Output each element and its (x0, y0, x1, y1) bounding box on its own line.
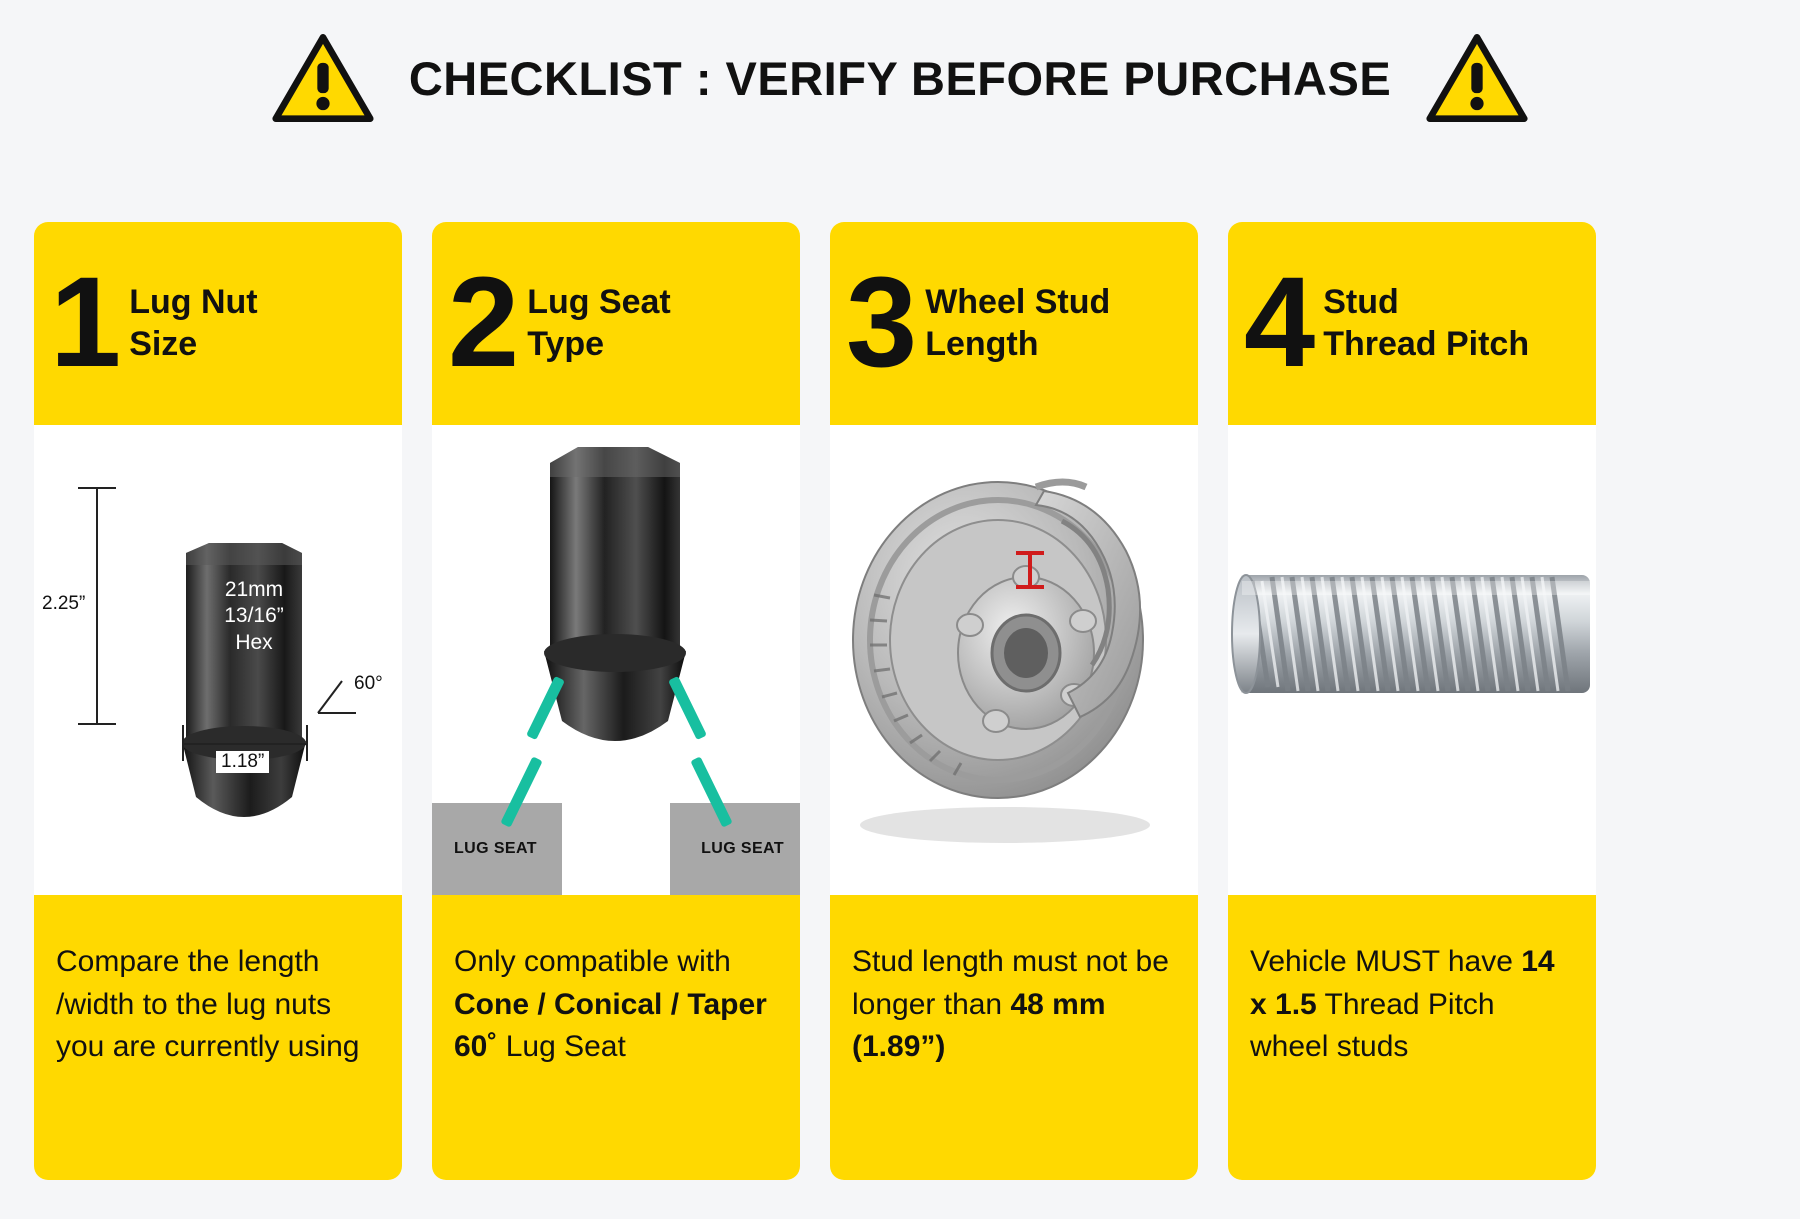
checklist-card-1 (34, 222, 402, 1180)
width-dimension-cap-left (182, 725, 184, 761)
checklist-card-2 (432, 222, 800, 1180)
height-dimension-cap-top (78, 487, 116, 489)
card-4-title-line2: Thread Pitch (1323, 324, 1530, 363)
card-2-caption (432, 895, 800, 1180)
lug-seat-label-left: LUG SEAT (454, 840, 537, 857)
lug-seat-block-left (432, 803, 562, 895)
page-title: CHECKLIST : VERIFY BEFORE PURCHASE (408, 51, 1392, 105)
warning-triangle-icon (271, 32, 375, 124)
warning-triangle-icon (1425, 32, 1529, 124)
height-dimension-line (96, 487, 98, 725)
brake-rotor-illustration (830, 425, 1198, 895)
lug-seat-block-right (670, 803, 800, 895)
hex-size-line2: 13/16” (224, 604, 284, 628)
card-3-title-line1: Wheel Stud (925, 283, 1111, 322)
card-3-title (925, 282, 1110, 365)
card-2-title-line1: Lug Seat (527, 283, 671, 322)
card-4-caption-part-3: Thread Pitch wheel studs (1250, 987, 1495, 1064)
card-2-caption-part-2: Cone / Conical / Taper 60˚ (454, 987, 767, 1064)
width-dimension-cap-right (306, 725, 308, 761)
width-dimension-label: 1.18” (216, 751, 269, 773)
card-3-number: 3 (846, 251, 914, 395)
brake-rotor-hub-photo (830, 425, 1198, 895)
lug-nut-illustration (34, 425, 402, 895)
card-4-title-line1: Stud (1323, 283, 1399, 322)
card-4-caption-part-1: Vehicle MUST have (1250, 945, 1522, 978)
checklist-cards (34, 222, 1794, 1180)
card-1-caption (34, 895, 402, 1180)
hex-size-line1: 21mm (224, 578, 284, 601)
card-2-caption-part-3: Lug Seat (497, 1030, 626, 1064)
card-2-title (527, 282, 671, 365)
card-2-number: 2 (448, 251, 516, 395)
card-3-header (830, 222, 1198, 425)
hex-size-line3: Hex (235, 630, 273, 654)
card-4-header (1228, 222, 1596, 425)
card-2-caption-part-1: Only compatible with (454, 945, 731, 978)
threaded-stud-illustration (1228, 425, 1596, 895)
card-4-caption (1228, 895, 1596, 1180)
hex-size-label (194, 577, 314, 656)
lug-nut-dimension-diagram (34, 425, 402, 895)
card-1-title-line2: Size (129, 324, 198, 363)
card-1-header (34, 222, 402, 425)
height-dimension-label: 2.25” (42, 593, 86, 614)
height-dimension-cap-bottom (78, 723, 116, 725)
card-1-number: 1 (50, 251, 118, 395)
card-4-number: 4 (1244, 251, 1312, 395)
card-1-caption-text: Compare the length /width to the lug nuts you are currently using (56, 945, 360, 1064)
card-4-title (1323, 282, 1529, 365)
cone-seat-diagram (432, 425, 800, 895)
header (0, 18, 1800, 138)
card-1-title (129, 282, 257, 365)
width-dimension-line (182, 743, 308, 745)
checklist-card-4 (1228, 222, 1596, 1180)
lug-seat-label-right: LUG SEAT (701, 840, 784, 857)
card-3-title-line2: Length (925, 324, 1039, 363)
checklist-card-3 (830, 222, 1198, 1180)
angle-label: 60° (354, 673, 383, 694)
card-3-caption (830, 895, 1198, 1180)
card-2-title-line2: Type (527, 324, 605, 363)
card-4-caption-part-2: 14 x 1.5 (1250, 945, 1555, 1021)
card-2-header (432, 222, 800, 425)
card-3-caption-part-2: 48 mm (1.89”) (852, 987, 1106, 1064)
card-1-title-line1: Lug Nut (129, 283, 258, 322)
threaded-wheel-stud-photo (1228, 425, 1596, 895)
card-3-caption-part-1: Stud length must not be longer than (852, 945, 1169, 1021)
